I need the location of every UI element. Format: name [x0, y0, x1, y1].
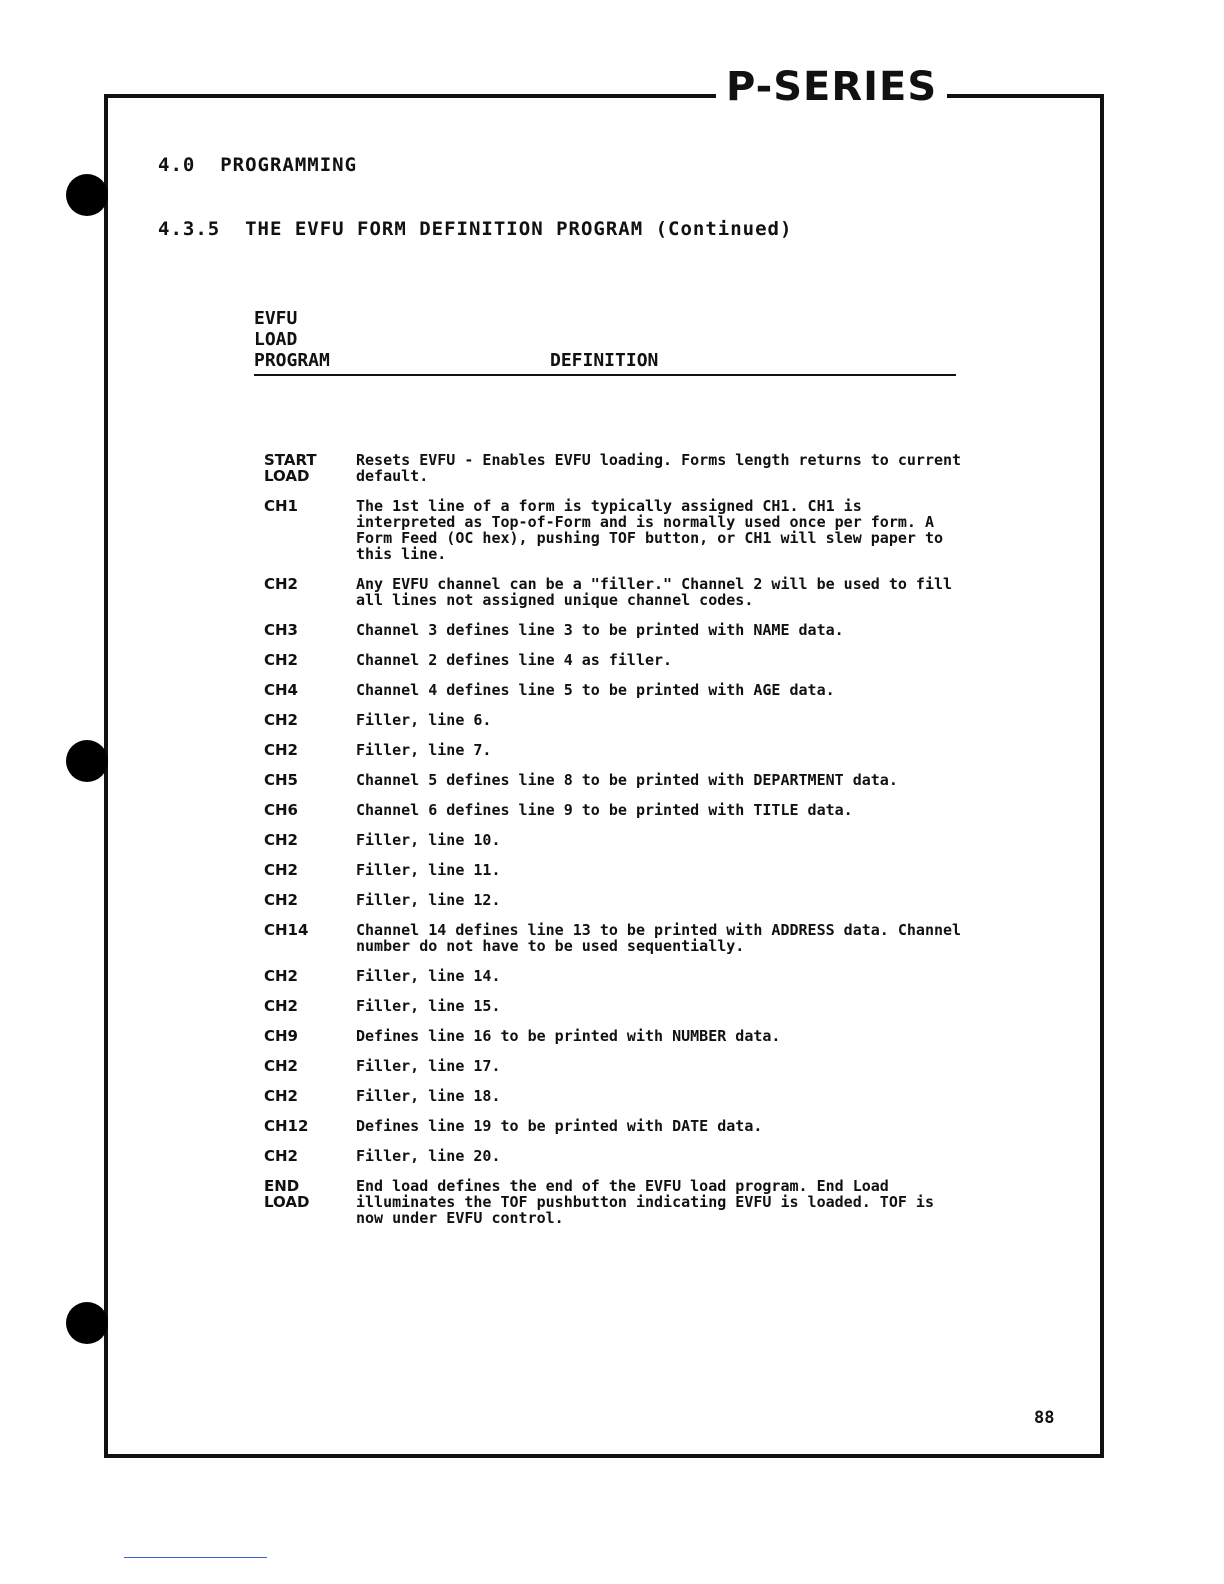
- subsection-number: 4.3.5: [158, 218, 221, 240]
- channel-code: CH2: [264, 891, 298, 909]
- table-row: [264, 892, 964, 908]
- section-heading: [158, 154, 357, 176]
- table-row: [264, 1148, 964, 1164]
- page-number: 88: [1034, 1408, 1055, 1428]
- channel-code: CH2: [264, 997, 298, 1015]
- channel-code: CH2: [264, 1147, 298, 1165]
- table-row: [264, 772, 964, 788]
- channel-code: CH6: [264, 801, 298, 819]
- channel-definition: Defines line 16 to be printed with NUMBER data.: [356, 1027, 781, 1045]
- channel-definition: The 1st line of a form is typically assigned CH1. CH1 is interpreted as Top-of-Form and is normally used once per form. A Form Feed (OC hex), pushing TOF button, or CH1 will slew paper to this line.: [356, 497, 943, 563]
- channel-definition: Channel 6 defines line 9 to be printed with TITLE data.: [356, 801, 853, 819]
- table-row: [264, 652, 964, 668]
- column-header-line: EVFU: [254, 308, 298, 329]
- table-row: [264, 968, 964, 984]
- definition-table: [264, 452, 964, 1240]
- channel-code: CH2: [264, 1087, 298, 1105]
- table-row: [264, 862, 964, 878]
- channel-definition: Filler, line 18.: [356, 1087, 501, 1105]
- section-title: PROGRAMMING: [220, 154, 358, 176]
- channel-code: CH1: [264, 497, 298, 515]
- table-row: [264, 1028, 964, 1044]
- channel-code: CH4: [264, 681, 298, 699]
- binder-hole-middle: [66, 740, 108, 782]
- channel-definition: Channel 5 defines line 8 to be printed with DEPARTMENT data.: [356, 771, 898, 789]
- channel-code: CH9: [264, 1027, 298, 1045]
- column-header-line: LOAD: [254, 329, 298, 350]
- table-row: [264, 998, 964, 1014]
- table-row: [264, 1088, 964, 1104]
- channel-code: CH14: [264, 921, 309, 939]
- channel-code: CH2: [264, 575, 298, 593]
- channel-code: CH2: [264, 861, 298, 879]
- binder-hole-bottom: [66, 1302, 108, 1344]
- scan-artifact-line: [124, 1557, 267, 1558]
- channel-definition: Channel 2 defines line 4 as filler.: [356, 651, 673, 669]
- channel-definition: Defines line 19 to be printed with DATE data.: [356, 1117, 763, 1135]
- table-row: [264, 682, 964, 698]
- channel-definition: Filler, line 15.: [356, 997, 501, 1015]
- channel-definition: Filler, line 7.: [356, 741, 492, 759]
- table-row: [264, 712, 964, 728]
- subsection-title: THE EVFU FORM DEFINITION PROGRAM (Continued): [245, 218, 793, 240]
- table-row: [264, 802, 964, 818]
- channel-definition: Filler, line 12.: [356, 891, 501, 909]
- header-underline: [254, 374, 956, 376]
- table-row: [264, 1178, 964, 1226]
- column-header-program: [254, 308, 330, 371]
- channel-definition: Resets EVFU - Enables EVFU loading. Forms length returns to current default.: [356, 451, 962, 485]
- channel-code: CH2: [264, 1057, 298, 1075]
- table-row: [264, 622, 964, 638]
- channel-definition: Filler, line 17.: [356, 1057, 501, 1075]
- table-row: [264, 1118, 964, 1134]
- channel-code: CH5: [264, 771, 298, 789]
- channel-definition: Filler, line 14.: [356, 967, 501, 985]
- channel-definition: Filler, line 6.: [356, 711, 492, 729]
- channel-definition: Filler, line 10.: [356, 831, 501, 849]
- channel-definition: Channel 4 defines line 5 to be printed with AGE data.: [356, 681, 835, 699]
- channel-definition: Any EVFU channel can be a "filler." Channel 2 will be used to fill all lines not assigned unique channel codes.: [356, 575, 953, 609]
- channel-definition: Channel 3 defines line 3 to be printed with NAME data.: [356, 621, 844, 639]
- channel-code: CH2: [264, 711, 298, 729]
- channel-definition: End load defines the end of the EVFU load program. End Load illuminates the TOF pushbutton indicating EVFU is loaded. TOF is now under EVFU control.: [356, 1177, 934, 1227]
- table-row: [264, 1058, 964, 1074]
- channel-definition: Filler, line 11.: [356, 861, 501, 879]
- channel-code: CH3: [264, 621, 298, 639]
- table-row: [264, 452, 964, 484]
- binder-hole-top: [66, 174, 108, 216]
- channel-code: END LOAD: [264, 1177, 310, 1211]
- table-row: [264, 498, 964, 562]
- column-header-definition: DEFINITION: [550, 350, 659, 371]
- column-header-line: PROGRAM: [254, 350, 330, 371]
- channel-code: CH2: [264, 831, 298, 849]
- channel-definition: Channel 14 defines line 13 to be printed with ADDRESS data. Channel number do not have to be used sequentially.: [356, 921, 962, 955]
- channel-code: CH12: [264, 1117, 309, 1135]
- table-row: [264, 832, 964, 848]
- channel-code: CH2: [264, 651, 298, 669]
- channel-definition: Filler, line 20.: [356, 1147, 501, 1165]
- section-number: 4.0: [158, 154, 196, 176]
- channel-code: CH2: [264, 741, 298, 759]
- channel-code: CH2: [264, 967, 298, 985]
- table-row: [264, 742, 964, 758]
- table-row: [264, 576, 964, 608]
- series-title: P-SERIES: [716, 62, 947, 112]
- subsection-heading: [158, 218, 792, 240]
- channel-code: START LOAD: [264, 451, 317, 485]
- table-row: [264, 922, 964, 954]
